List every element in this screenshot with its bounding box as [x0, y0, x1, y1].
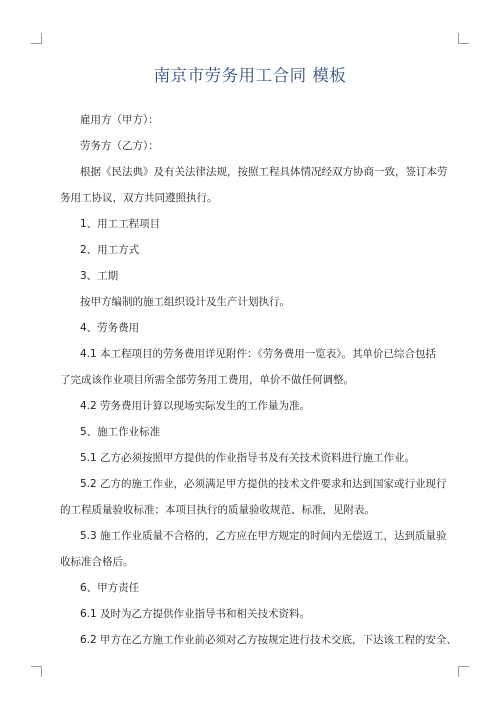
crop-mark-bottom-right [458, 666, 469, 677]
section-heading-5: 5、施工作业标准 [80, 426, 161, 438]
section-heading-3: 3、工期 [80, 270, 119, 282]
section-heading-1: 1、用工工程项目 [80, 218, 161, 230]
employer-line: 雇用方（甲方）： [80, 114, 159, 126]
clause-4-1-line-1: 4.1 本工程项目的劳务费用详见附件：《劳务费用一览表》。其单价已综合包括 [80, 348, 437, 360]
section-heading-4: 4、劳务费用 [80, 322, 140, 334]
preamble-line-2: 务用工协议，双方共同遵照执行。 [60, 192, 218, 204]
clause-5-1: 5.1 乙方必须按照甲方提供的作业指导书及有关技术资料进行施工作业。 [80, 452, 416, 464]
clause-5-2-line-2: 的工程质量验收标准；本项目执行的质量验收规范、标准，见附表。 [60, 504, 375, 516]
clause-5-3-line-1: 5.3 施工作业质量不合格的，乙方应在甲方规定的时间内无偿返工，达到质量验 [80, 530, 447, 542]
preamble-line-1: 根据《民法典》及有关法律法规，按照工程具体情况经双方协商一致，签订本劳 [80, 166, 448, 178]
worker-line: 劳务方（乙方）： [80, 140, 159, 152]
crop-mark-top-right [458, 33, 469, 44]
crop-mark-top-left [31, 33, 42, 44]
crop-mark-bottom-left [31, 666, 42, 677]
clause-4-1-line-2: 了完成该作业项目所需全部劳务用工费用，单价不做任何调整。 [60, 374, 354, 386]
document-title: 南京市劳务用工合同 模板 [153, 66, 347, 85]
section-heading-2: 2、用工方式 [80, 244, 140, 256]
clause-4-2: 4.2 劳务费用计算以现场实际发生的工作量为准。 [80, 400, 311, 412]
clause-6-1: 6.1 及时为乙方提供作业指导书和相关技术资料。 [80, 608, 311, 620]
clause-5-2-line-1: 5.2 乙方的施工作业，必须满足甲方提供的技术文件要求和达到国家或行业现行 [80, 478, 447, 490]
clause-6-2-line-1: 6.2 甲方在乙方施工作业前必须对乙方按规定进行技术交底，下达该工程的安全、 [80, 634, 458, 646]
section-heading-6: 6、甲方责任 [80, 582, 140, 594]
paragraph-line: 按甲方编制的施工组织设计及生产计划执行。 [80, 296, 290, 308]
clause-5-3-line-2: 收标准合格后。 [60, 556, 134, 568]
